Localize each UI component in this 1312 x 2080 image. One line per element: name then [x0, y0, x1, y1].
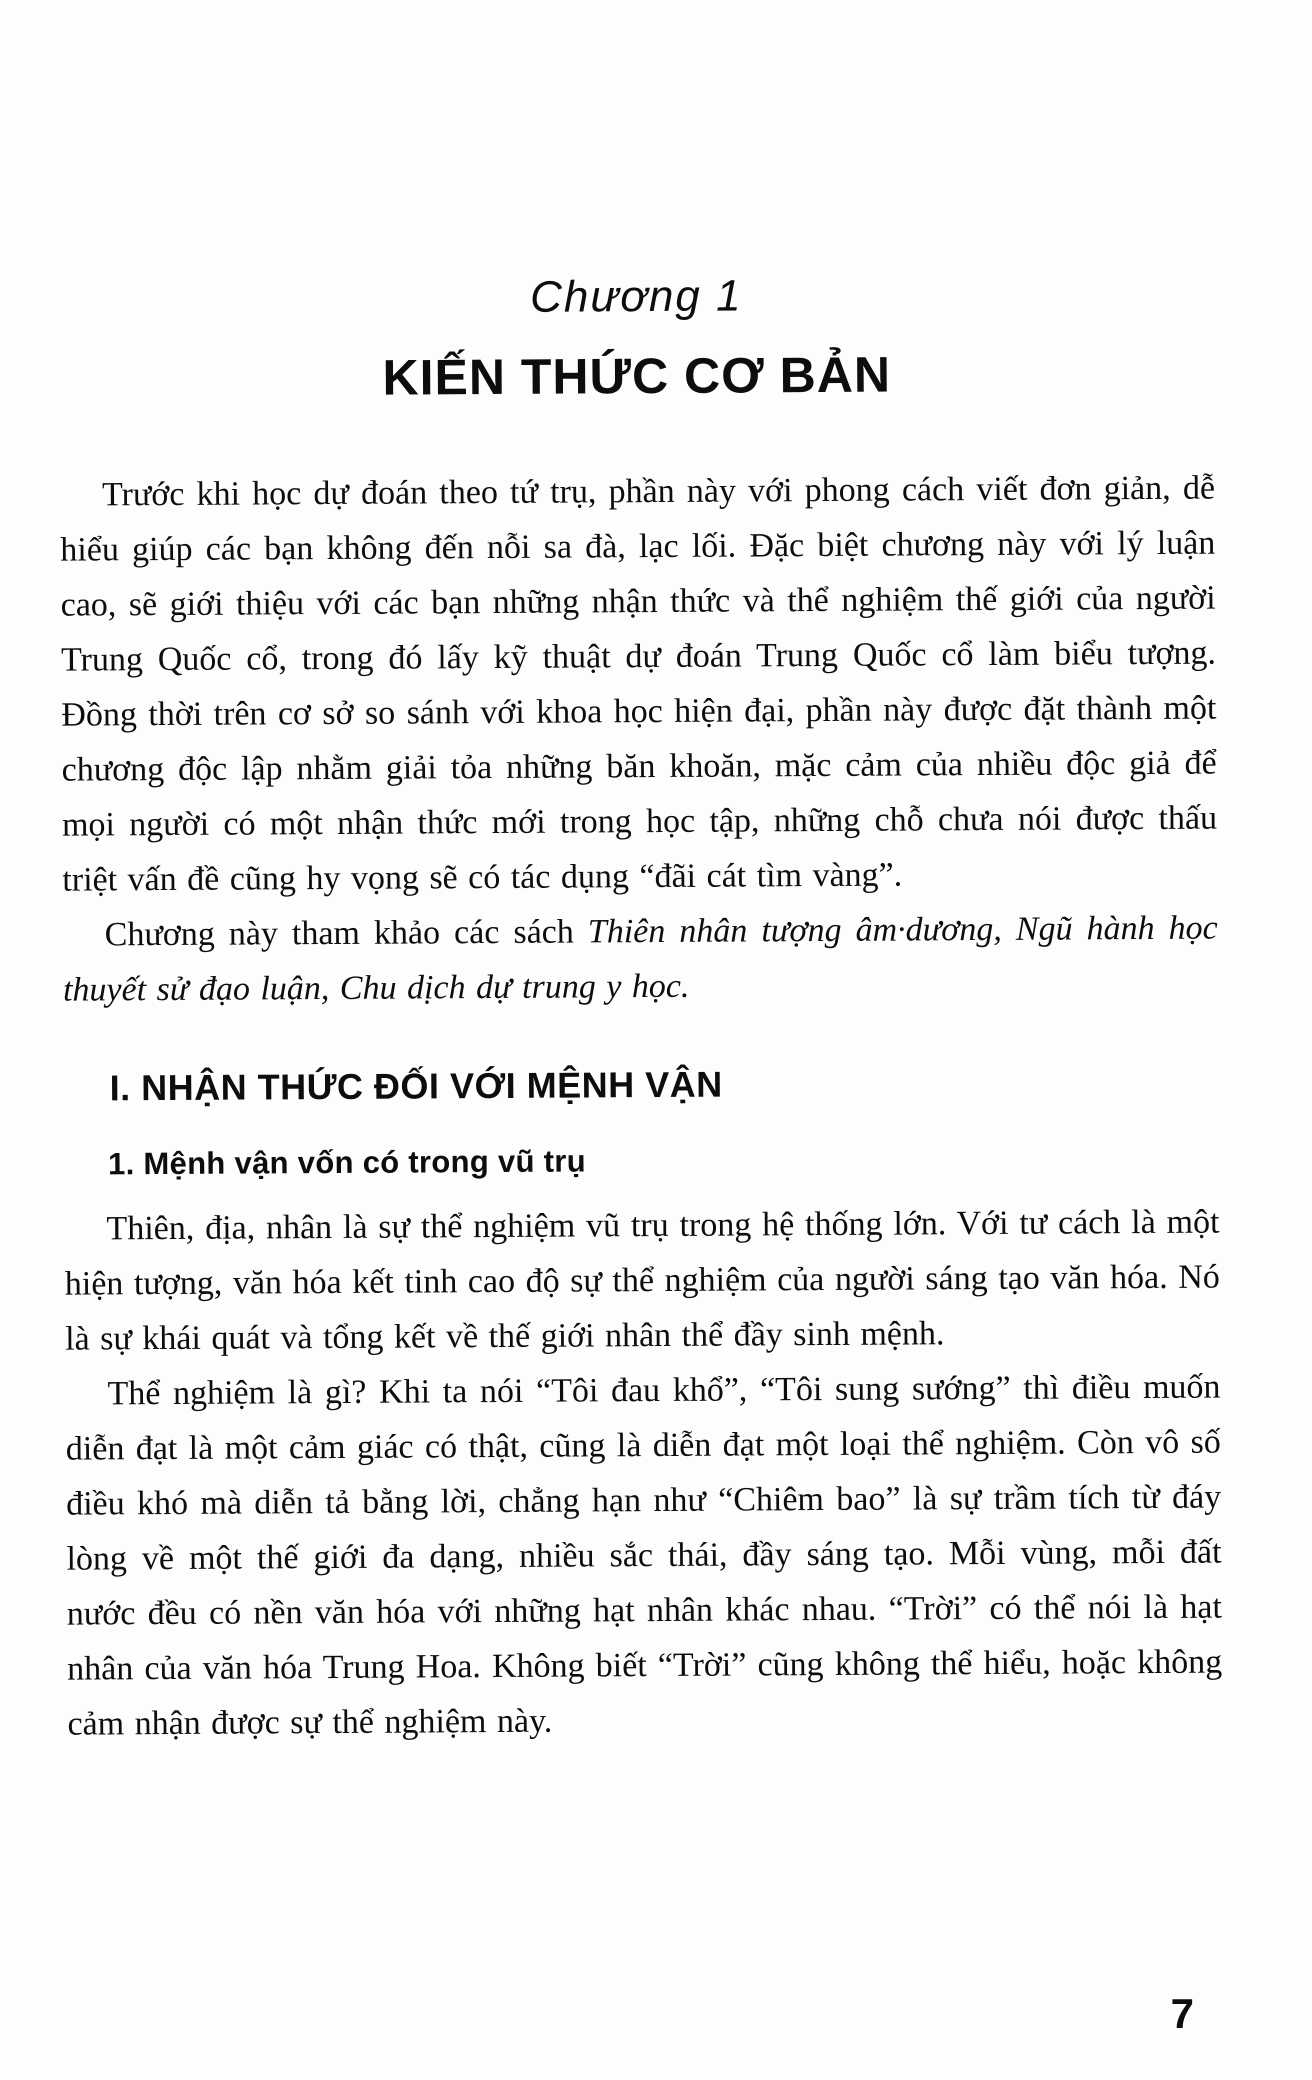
- section-heading-1: I. NHẬN THỨC ĐỐI VỚI MỆNH VẬN: [109, 1063, 723, 1109]
- chapter-title: KIẾN THỨC CƠ BẢN: [382, 346, 892, 406]
- page-number: 7: [1170, 1990, 1194, 2037]
- subsection-heading-1: 1. Mệnh vận vốn có trong vũ trụ: [107, 1143, 586, 1182]
- paragraph-thien-dia-nhan: Thiên, địa, nhân là sự thể nghiệm vũ trụ trong hệ thống lớn. Với tư cách là một hiện tượng, văn hóa kết tinh cao độ sự thể nghiệm của người sáng tạo văn hóa. Nó là sự khái quát và tổng kết về thế giới nhân thể đầy sinh mệnh.: [64, 1203, 1220, 1358]
- referenced-book-titles: Thiên nhân tượng âm·dương, Ngũ hành học thuyết sử đạo luận, Chu dịch dự trung y học.: [62, 909, 1218, 1009]
- paragraph-the-nghiem: Thể nghiệm là gì? Khi ta nói “Tôi đau khổ”, “Tôi sung sướng” thì điều muốn diễn đạt là một cảm giác có thật, cũng là diễn đạt một loại thể nghiệm. Còn vô số điều khó mà diễn tả bằng lời, chẳng hạn như “Chiêm bao” là sự trầm tích từ đáy lòng về một thế giới đa dạng, nhiều sắc thái, đầy sáng tạo. Mỗi vùng, mỗi đất nước đều có nền văn hóa với những hạt nhân khác nhau. “Trời” có thể nói là hạt nhân của văn hóa Trung Hoa. Không biết “Trời” cũng không thể hiểu, hoặc không cảm nhận được sự thể nghiệm này.: [65, 1368, 1223, 1743]
- chapter-label: Chương 1: [529, 271, 743, 322]
- paragraph-references-lead: Chương này tham khảo các sách: [104, 913, 588, 954]
- paragraph-references: [63, 901, 1219, 1018]
- paragraph-intro: Trước khi học dự đoán theo tứ trụ, phần này với phong cách viết đơn giản, dễ hiểu giúp các bạn không đến nỗi sa đà, lạc lối. Đặc biệt chương này với lý luận cao, sẽ giới thiệu với các bạn những nhận thức và thể nghiệm thế giới của người Trung Quốc cổ, trong đó lấy kỹ thuật dự đoán Trung Quốc cổ làm biểu tượng. Đồng thời trên cơ sở so sánh với khoa học hiện đại, phần này được đặt thành một chương độc lập nhằm giải tỏa những băn khoăn, mặc cảm của nhiều độc giả để mọi người có một nhận thức mới trong học tập, những chỗ chưa nói được thấu triệt vấn đề cũng hy vọng sẽ có tác dụng “đãi cát tìm vàng”.: [60, 469, 1218, 899]
